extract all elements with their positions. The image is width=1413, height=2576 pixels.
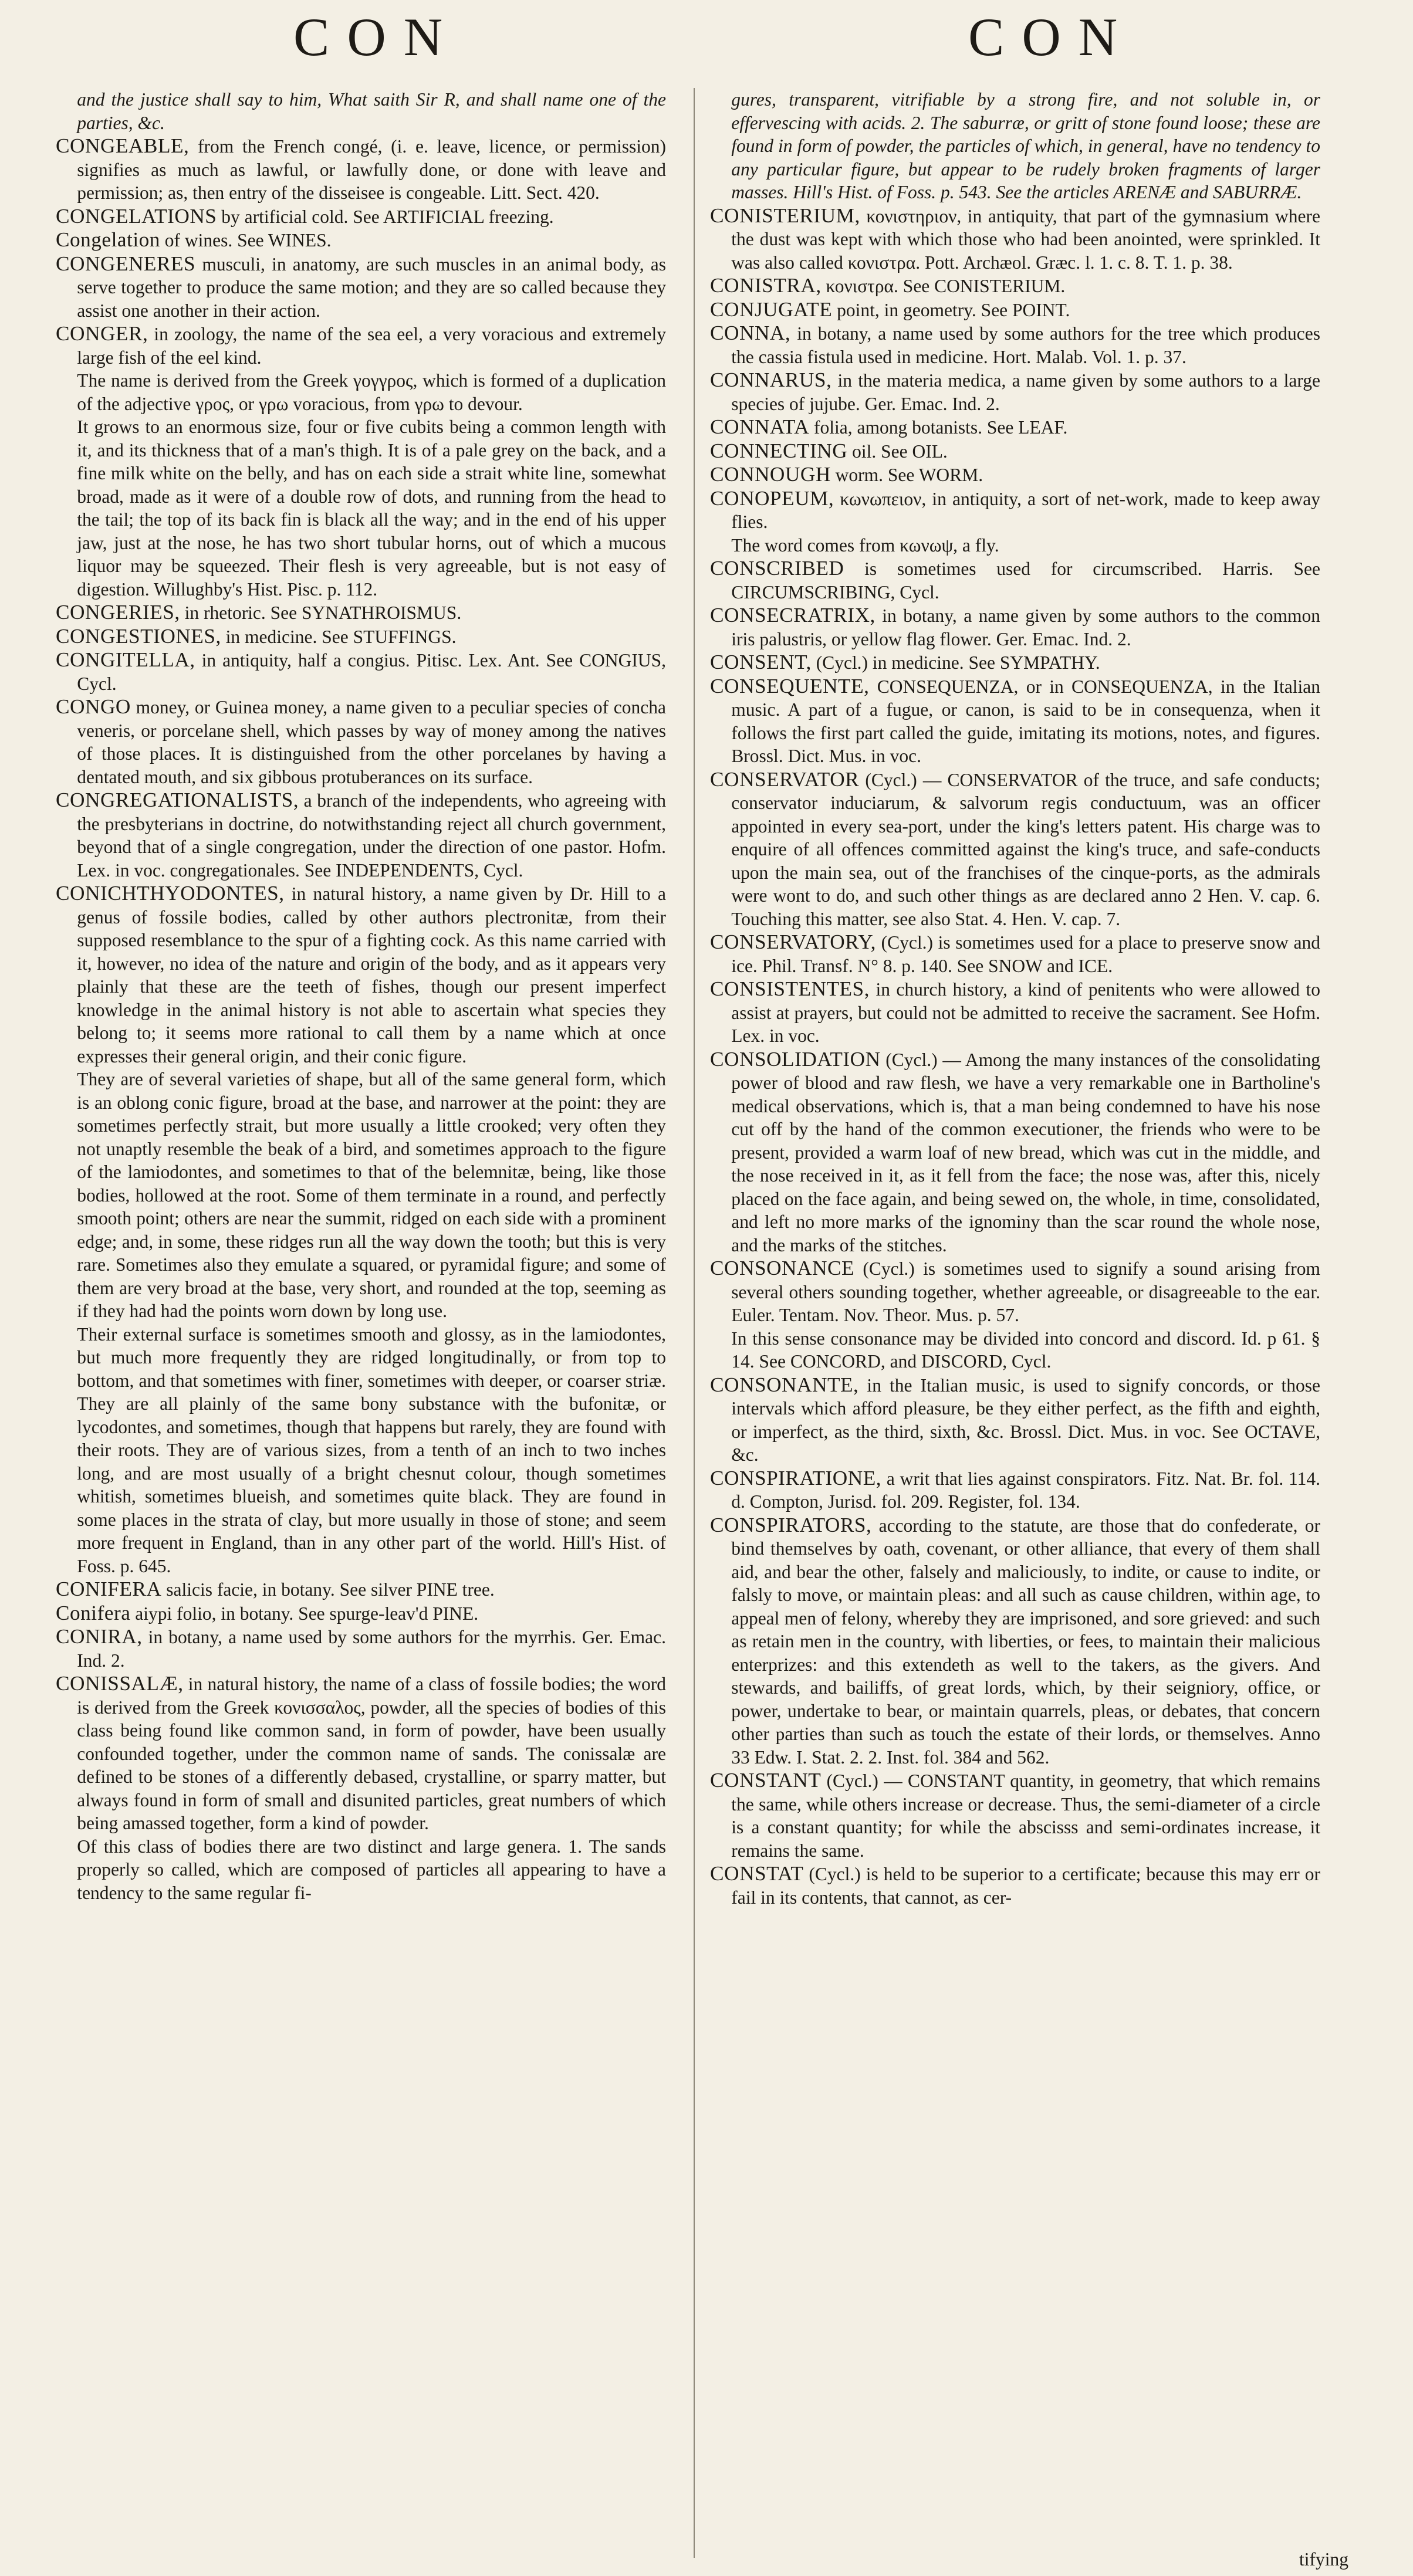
dictionary-entry	[710, 1257, 1320, 1327]
entry-paragraph	[56, 1068, 666, 1323]
entry-text: (Cycl.) is sometimes used for a place to preserve snow and ice. Phil. Transf. N° 8. p. 140. See SNOW and ICE.	[731, 932, 1320, 976]
dictionary-entry	[710, 1769, 1320, 1862]
dictionary-entry	[710, 204, 1320, 275]
dictionary-entry	[710, 1373, 1320, 1467]
dictionary-entry	[56, 695, 666, 788]
entry-paragraph	[56, 369, 666, 415]
entry-text: in the materia medica, a name given by some authors to a large species of jujube. Ger. Emac. Ind. 2.	[731, 370, 1320, 414]
entry-text: They are of several varieties of shape, but all of the same general form, which is an oblong conic figure, broad at the base, and narrower at the point: they are sometimes perfectly strait, but more usually a little crooked; very often they not unaptly resemble the beak of a bird, and sometimes approach to the figure of the lamiodontes, and sometimes to that of the belemnitæ, being, like those bodies, hollowed at the root. Some of them terminate in a round, and perfectly smooth point; others are near the summit, ridged on each side with a prominent edge; and, in some, these ridges run all the way down the tooth; but this is very rare. Sometimes also they emulate a squared, or pyramidal figure; and some of them are very broad at the base, very short, and rounded at the top, seeming as if they had had the points worn down by long use.	[77, 1069, 666, 1321]
entry-headword: CONSPIRATORS,	[710, 1513, 872, 1536]
entry-text: CONSEQUENZA, or in CONSEQUENZA, in the Italian music. A part of a fugue, or canon, is said to be in consequenza, when it follows the first part called the guide, imitating its motions, notes, and figures. Brossl. Dict. Mus. in voc.	[731, 676, 1320, 766]
entry-headword: CONNECTING	[710, 439, 848, 462]
entry-text: oil. See OIL.	[847, 441, 948, 462]
dictionary-entry	[56, 322, 666, 369]
entry-text: Of this class of bodies there are two distinct and large genera. 1. The sands properly so called, which are composed of particles all appearing to have a tendency to the same regular fi-	[77, 1836, 666, 1903]
entry-headword: CONGEABLE,	[56, 134, 190, 157]
left-column	[56, 88, 666, 1904]
entry-headword: CONNOUGH	[710, 463, 831, 486]
dictionary-entry	[710, 1467, 1320, 1514]
entry-text: (Cycl.) is sometimes used to signify a sound arising from several others sounding together, whether agreeable, or disagreeable to the ear. Euler. Tentam. Nov. Theor. Mus. p. 57.	[731, 1258, 1320, 1325]
dictionary-entry	[710, 1048, 1320, 1257]
entry-text: in botany, a name given by some authors to the common iris palustris, or yellow flag flower. Ger. Emac. Ind. 2.	[731, 605, 1320, 649]
entry-headword: CONSONANTE,	[710, 1373, 859, 1396]
dictionary-entry	[710, 768, 1320, 931]
dictionary-entry	[710, 675, 1320, 768]
entry-text: and the justice shall say to him, What saith Sir R, and shall name one of the parties, &c.	[77, 89, 666, 133]
entry-headword: CONIFERA	[56, 1578, 162, 1600]
entry-headword: Congelation	[56, 228, 160, 251]
entry-text: from the French congé, (i. e. leave, licence, or permission) signifies as much as lawful, or lawfully done, or done with leave and permission; as, then entry of the disseisee is congeable. Litt. Sect. 420.	[77, 136, 666, 203]
dictionary-entry	[710, 651, 1320, 675]
dictionary-entry	[710, 977, 1320, 1048]
dictionary-entry	[710, 368, 1320, 415]
dictionary-entry	[56, 601, 666, 625]
entry-text: (Cycl.) is held to be superior to a certificate; because this may err or fail in its contents, that cannot, as cer-	[731, 1864, 1320, 1908]
entry-text: in botany, a name used by some authors for the tree which produces the cassia fistula used in medicine. Hort. Malab. Vol. 1. p. 37.	[731, 323, 1320, 367]
entry-paragraph	[710, 88, 1320, 204]
running-head-left: CON	[293, 7, 461, 67]
entry-text: in the Italian music, is used to signify concords, or those intervals which afford pleasure, be they either perfect, as the fifth and eighth, or imperfect, as the third, sixth, &c. Brossl. Dict. Mus. in voc. See OCTAVE, &c.	[731, 1375, 1320, 1465]
entry-text: musculi, in anatomy, are such muscles in an animal body, as serve together to produce the same motion; and they are so called because they assist one another in their action.	[77, 253, 666, 321]
entry-headword: CONNARUS,	[710, 368, 832, 391]
entry-paragraph	[56, 88, 666, 134]
entry-text: worm. See WORM.	[830, 465, 983, 485]
entry-text: κωνωπειον, in antiquity, a sort of net-work, made to keep away flies.	[731, 488, 1320, 532]
entry-headword: CONNA,	[710, 321, 791, 344]
dictionary-entry	[710, 1862, 1320, 1909]
entry-text: (Cycl.) — CONSERVATOR of the truce, and safe conducts; conservator induciarum, & salvorum regis conductuum, was an officer appointed in every sea-port, under the king's letters patent. His charge was to enquire of all offences committed against the king's truce, and safe-conducts upon the main sea, out of the franchises of the cinque-ports, as the admirals were wont to do, and such other things as are declared anno 2 Hen. V. cap. 6. Touching this matter, see also Stat. 4. Hen. V. cap. 7.	[731, 769, 1320, 929]
dictionary-entry	[710, 274, 1320, 298]
entry-paragraph	[56, 415, 666, 601]
entry-text: point, in geometry. See POINT.	[832, 299, 1070, 320]
entry-text: κονιστηριον, in antiquity, that part of the gymnasium where the dust was kept with which those who had been anointed, were sprinkled. It was also called κονιστρα. Pott. Archæol. Græc. l. 1. c. 8. T. 1. p. 38.	[731, 205, 1320, 273]
entry-headword: CONGELATIONS	[56, 204, 217, 228]
dictionary-entry	[56, 205, 666, 229]
entry-headword: CONIRA,	[56, 1625, 143, 1648]
entry-text: In this sense consonance may be divided into concord and discord. Id. p 61. § 14. See CONCORD, and DISCORD, Cycl.	[731, 1328, 1320, 1372]
entry-headword: CONISSALÆ,	[56, 1672, 184, 1695]
entry-headword: CONSOLIDATION	[710, 1047, 881, 1071]
entry-text: a writ that lies against conspirators. Fitz. Nat. Br. fol. 114. d. Compton, Jurisd. fol. 209. Register, fol. 134.	[731, 1468, 1320, 1512]
entry-headword: CONGERIES,	[56, 601, 180, 624]
entry-headword: CONSISTENTES,	[710, 977, 870, 1000]
entry-headword: CONGER,	[56, 322, 148, 345]
entry-text: in natural history, a name given by Dr. Hill to a genus of fossile bodies, called by other authors plectronitæ, from their supposed resemblance to the spur of a fighting cock. As this name carried with it, however, no idea of the nature and origin of the body, and as it appears very plainly that these are the teeth of fishes, though our present imperfect knowledge in the animal history is not able to ascertain what species they belong to; it seems more rational to call them by a name which at once expresses their general origin, and their conic figure.	[77, 884, 666, 1067]
entry-text: money, or Guinea money, a name given to a peculiar species of concha veneris, or porcelane shell, which passes by way of money among the natives of those places. It is distinguished from the other porcelanes by having a dentated mouth, and six gibbous protuberances on its surface.	[77, 697, 666, 787]
entry-text: according to the statute, are those that do confederate, or bind themselves by oath, covenant, or other alliance, that every of them shall aid, and bear the other, falsely and maliciously, to indite, or cause to indite, or falsly to move, or maintain pleas: and all such as cause children, within age, to appeal men of felony, whereby they are imprisoned, and sore grieved: and such as retain men in the country, with liberties, or fees, to maintain their malicious enterprizes: and this extendeth as well to the takers, as the givers. And stewards, and bailiffs, of great lords, which, by their seigniory, office, or power, undertake to bear, or maintain quarrels, pleas, or debates, that concern other parties than such as touch the estate of their lords, or themselves. Anno 33 Edw. I. Stat. 2. 2. Inst. fol. 384 and 562.	[731, 1515, 1320, 1768]
entry-text: κονιστρα. See CONISTERIUM.	[821, 276, 1066, 296]
entry-headword: CONGENERES	[56, 252, 196, 275]
entry-headword: Conifera	[56, 1601, 131, 1624]
dictionary-entry	[56, 625, 666, 649]
entry-headword: CONJUGATE	[710, 297, 833, 321]
entry-text: It grows to an enormous size, four or five cubits being a common length with it, and its thickness that of a man's thigh. It is of a pale grey on the back, and a fine milk white on the belly, and has on each side a strait white line, somewhat broad, made as it were of a double row of dots, and running from the head to the tail; the top of its back fin is black all the way; and in the end of his upper jaw, just at the nose, he has two short tubular horns, out of which a mucous liquor may be squeezed. Their flesh is very agreeable, but is not easy of digestion. Willughby's Hist. Pisc. p. 112.	[77, 417, 666, 600]
entry-text: in medicine. See STUFFINGS.	[221, 626, 457, 647]
running-head-right: CON	[968, 7, 1135, 67]
dictionary-entry	[710, 463, 1320, 487]
dictionary-entry	[56, 882, 666, 1068]
entry-text: (Cycl.) — Among the many instances of the consolidating power of blood and raw flesh, we have a very remarkable one in Bartholine's medical observations, which is, that a man being condemned to have his nose cut off by the hand of the common executioner, the friends who were to be present, provided a warm loaf of new bread, which was cut in the middle, and the nose received in it, as it fell from the face; the nose was, after this, nicely placed on the face again, and being sewed on, the whole, in time, consolidated, and left no more marks of the ignominy than the scar round the whole nose, and the marks of the stitches.	[731, 1049, 1320, 1255]
dictionary-entry	[710, 557, 1320, 604]
dictionary-entry	[710, 930, 1320, 977]
entry-headword: CONSTANT	[710, 1769, 822, 1792]
dictionary-entry	[710, 415, 1320, 439]
entry-text: in zoology, the name of the sea eel, a very voracious and extremely large fish of the eel kind.	[77, 324, 666, 368]
entry-paragraph	[56, 1835, 666, 1905]
dictionary-entry	[56, 788, 666, 882]
column-divider	[694, 88, 695, 2558]
dictionary-entry	[56, 1578, 666, 1602]
entry-text: aiypi folio, in botany. See spurge-leav'd PINE.	[130, 1603, 479, 1624]
entry-headword: CONGO	[56, 695, 131, 718]
entry-text: The name is derived from the Greek γογγρος, which is formed of a duplication of the adjective γρος, or γρω voracious, from γρω to devour.	[77, 370, 666, 414]
entry-headword: CONSTAT	[710, 1862, 804, 1885]
entry-text: in antiquity, half a congius. Pitisc. Lex. Ant. See CONGIUS, Cycl.	[77, 650, 666, 694]
entry-headword: CONISTERIUM,	[710, 204, 860, 227]
dictionary-entry	[56, 1672, 666, 1835]
dictionary-entry	[710, 321, 1320, 368]
entry-headword: CONOPEUM,	[710, 486, 834, 510]
entry-text: folia, among botanists. See LEAF.	[809, 417, 1068, 438]
entry-headword: CONGESTIONES,	[56, 624, 221, 648]
entry-text: of wines. See WINES.	[160, 230, 332, 251]
dictionary-entry	[710, 1514, 1320, 1769]
right-column	[710, 88, 1320, 1909]
entry-text: in botany, a name used by some authors for the myrrhis. Ger. Emac. Ind. 2.	[77, 1627, 666, 1671]
entry-headword: CONGITELLA,	[56, 648, 195, 671]
entry-text: in natural history, the name of a class of fossile bodies; the word is derived from the Greek κονισσαλος, powder, all the species of bodies of this class being found like common sand, in form of powder, have been usually confounded together, under the common name of sands. The conissalæ are defined to be stones of a differently debased, crystalline, or sparry matter, but always found in form of small and disunited particles, great numbers of which being amassed together, form a kind of powder.	[77, 1674, 666, 1833]
entry-text: by artificial cold. See ARTIFICIAL freezing.	[217, 206, 554, 227]
entry-text: in rhetoric. See SYNATHROISMUS.	[180, 602, 462, 623]
dictionary-entry	[56, 648, 666, 695]
entry-paragraph	[710, 1327, 1320, 1373]
entry-headword: CONSERVATOR	[710, 767, 860, 791]
entry-paragraph	[710, 534, 1320, 557]
entry-text: (Cycl.) — CONSTANT quantity, in geometry, that which remains the same, while others increase or decrease. Thus, the semi-diameter of a circle is a constant quantity; for while the abscisss and semi-ordinates increase, it remains the same.	[731, 1771, 1320, 1861]
dictionary-entry	[56, 228, 666, 252]
entry-text: in church history, a kind of penitents who were allowed to assist at prayers, but could not be admitted to receive the sacrament. See Hofm. Lex. in voc.	[731, 979, 1320, 1046]
entry-text: The word comes from κωνωψ, a fly.	[731, 534, 999, 556]
entry-headword: CONSERVATORY,	[710, 930, 876, 953]
dictionary-entry	[710, 298, 1320, 322]
entry-headword: CONSEQUENTE,	[710, 674, 870, 698]
entry-text: Their external surface is sometimes smooth and glossy, as in the lamiodontes, but much more frequently they are ridged longitudinally, or from top to bottom, and that sometimes with finer, sometimes with deeper, or coarser striæ. They are all plainly of the same bony substance with the bufonitæ, or lycodontes, and sometimes, though that happens but rarely, they are found with their roots. They are of various sizes, from a tenth of an inch to two inches long, and are most usually of a bright chesnut colour, though sometimes whitish, sometimes blueish, and sometimes quite black. They are found in some places in the strata of clay, but more usually in those of stone; and seem more frequent in England, than in any other part of the world. Hill's Hist. of Foss. p. 645.	[77, 1323, 666, 1576]
entry-headword: CONSPIRATIONE,	[710, 1466, 882, 1490]
entry-headword: CONSECRATRIX,	[710, 604, 875, 627]
entry-paragraph	[56, 1323, 666, 1578]
entry-headword: CONGREGATIONALISTS,	[56, 788, 299, 811]
entry-headword: CONICHTHYODONTES,	[56, 882, 285, 905]
entry-text: a branch of the independents, who agreeing with the presbyterians in doctrine, do notwithstanding reject all church government, beyond that of a single congregation, under the direction of one pastor. Hofm. Lex. in voc. congregationales. See INDEPENDENTS, Cycl.	[77, 790, 666, 881]
entry-text: (Cycl.) in medicine. See SYMPATHY.	[811, 652, 1100, 673]
entry-headword: CONNATA	[710, 415, 810, 438]
entry-text: is sometimes used for circumscribed. Harris. See CIRCUMSCRIBING, Cycl.	[731, 558, 1320, 602]
entry-text: gures, transparent, vitrifiable by a strong fire, and not soluble in, or effervescing with acids. 2. The saburræ, or gritt of stone found loose; these are found in form of powder, the particles of which, in general, have no tendency to any particular figure, but appear to be rudely broken fragments of larger masses. Hill's Hist. of Foss. p. 543. See the articles ARENÆ and SABURRÆ.	[731, 89, 1320, 202]
dictionary-entry	[710, 604, 1320, 651]
entry-text: salicis facie, in botany. See silver PINE tree.	[161, 1579, 495, 1600]
dictionary-entry	[56, 252, 666, 323]
dictionary-entry	[710, 487, 1320, 534]
catchword: tifying	[1299, 2549, 1348, 2570]
entry-headword: CONSCRIBED	[710, 557, 844, 580]
entry-headword: CONISTRA,	[710, 274, 822, 297]
dictionary-entry	[56, 134, 666, 205]
entry-headword: CONSONANCE	[710, 1257, 855, 1279]
dictionary-entry	[710, 439, 1320, 463]
dictionary-entry	[56, 1625, 666, 1672]
dictionary-entry	[56, 1602, 666, 1626]
entry-headword: CONSENT,	[710, 651, 812, 673]
